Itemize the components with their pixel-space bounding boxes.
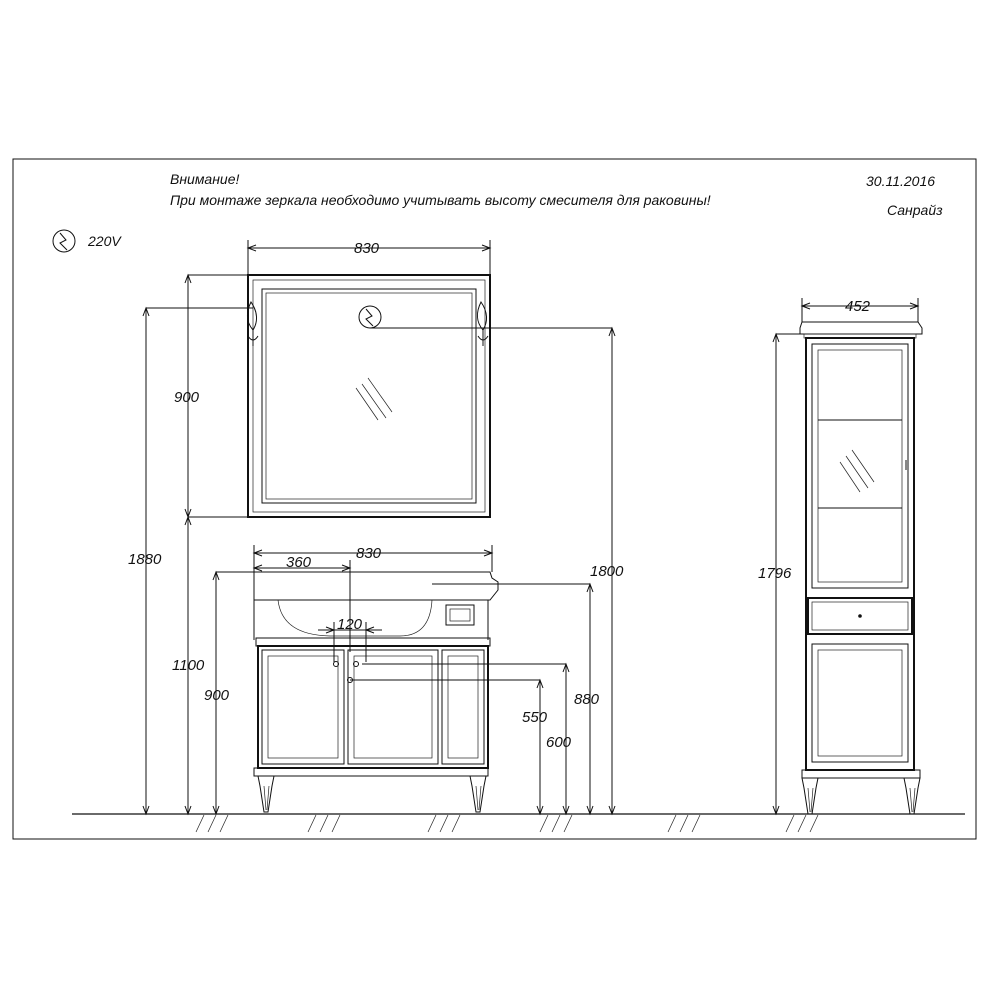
tap-spacing-label: 120 <box>337 616 363 633</box>
column-width-label: 452 <box>845 298 871 315</box>
electric-outlet-icon <box>53 230 75 252</box>
glass-hatch-icon <box>840 450 874 492</box>
mirror <box>247 275 490 517</box>
tall-column-cabinet <box>800 322 922 814</box>
basin-offset-label: 360 <box>286 554 312 571</box>
pipe-height-550-label: 550 <box>522 709 548 726</box>
floor-hatch-icon <box>196 815 818 832</box>
vanity <box>254 572 498 812</box>
mirror-width-label: 830 <box>354 240 380 257</box>
basin-rim-height-label: 880 <box>574 691 600 708</box>
basin-rim-height-dimension <box>432 584 593 814</box>
vanity-width-label: 830 <box>356 545 382 562</box>
cabinet-height-label: 900 <box>204 687 230 704</box>
total-height-label: 1880 <box>128 551 162 568</box>
warning-text: При монтаже зеркала необходимо учитывать высоту смесителя для раковины! <box>170 192 711 208</box>
column-height-label: 1796 <box>758 565 792 582</box>
sheet-border <box>13 159 976 839</box>
drawing-date: 30.11.2016 <box>866 173 936 189</box>
outlet-height-label: 1800 <box>590 563 624 580</box>
countertop-height-label: 1100 <box>172 657 205 674</box>
warning-title: Внимание! <box>170 171 240 187</box>
pipe-height-600-label: 600 <box>546 734 572 751</box>
right-sconce <box>477 302 488 346</box>
mirror-height-label: 900 <box>174 389 200 406</box>
brand-name: Санрайз <box>887 202 943 218</box>
glass-hatch-icon <box>356 378 392 420</box>
electric-outlet-icon <box>359 306 381 328</box>
pipe-height-550-dimension <box>350 680 543 814</box>
power-label: 220V <box>88 233 121 249</box>
